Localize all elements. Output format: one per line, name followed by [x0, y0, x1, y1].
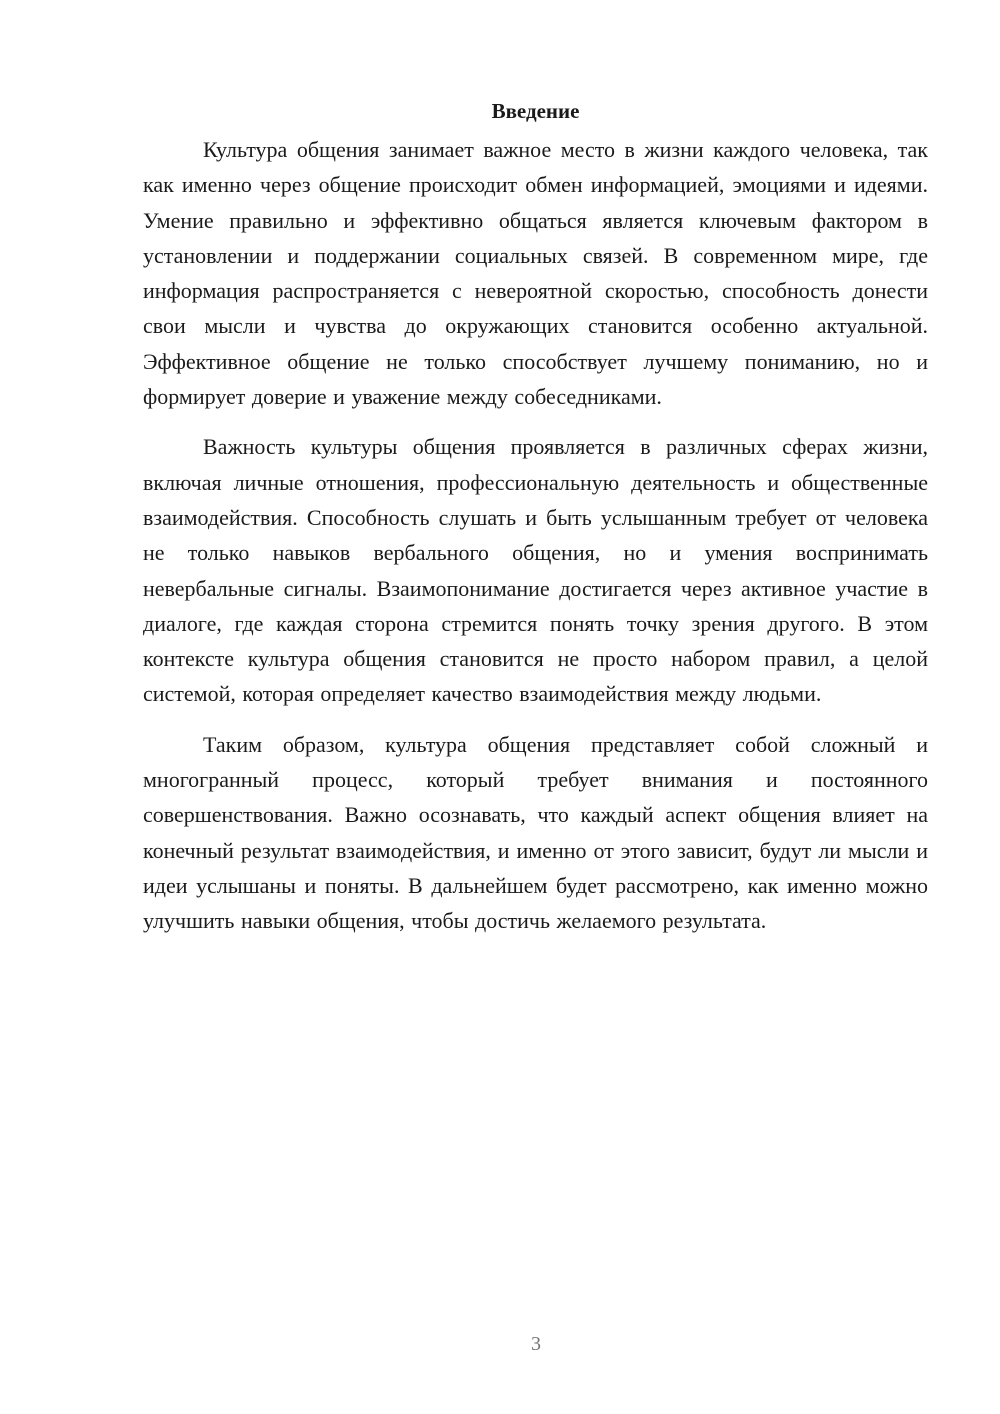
page-number: 3: [531, 1333, 541, 1355]
section-title: Введение: [491, 99, 580, 123]
page-content: [143, 96, 928, 954]
paragraph-3: Таким образом, культура общения представляет собой сложный и многогранный процесс, который требует внимания и постоянного совершенствования. Важно осознавать, что каждый аспект общения влияет на конечный результат взаимодействия, и именно от этого зависит, будут ли мысли и идеи услышаны и поняты. В дальнейшем будет рассмотрено, как именно можно улучшить навыки общения, чтобы достичь желаемого результата.: [143, 731, 928, 934]
paragraph-2: Важность культуры общения проявляется в различных сферах жизни, включая личные отношения, профессиональную деятельность и общественные взаимодействия. Способность слушать и быть услышанным требует от человека не только навыков вербального общения, но и умения воспринимать невербальные сигналы. Взаимопонимание достигается через активное участие в диалоге, где каждая сторона стремится понять точку зрения другого. В этом контексте культура общения становится не просто набором правил, а целой системой, которая определяет качество взаимодействия между людьми.: [143, 434, 928, 707]
paragraph-1: Культура общения занимает важное место в жизни каждого человека, так как именно через общение происходит обмен информацией, эмоциями и идеями. Умение правильно и эффективно общаться является ключевым фактором в установлении и поддержании социальных связей. В современном мире, где информация распространяется с невероятной скоростью, способность донести свои мысли и чувства до окружающих становится особенно актуальной. Эффективное общение не только способствует лучшему пониманию, но и формирует доверие и уважение между собеседниками.: [143, 137, 928, 410]
